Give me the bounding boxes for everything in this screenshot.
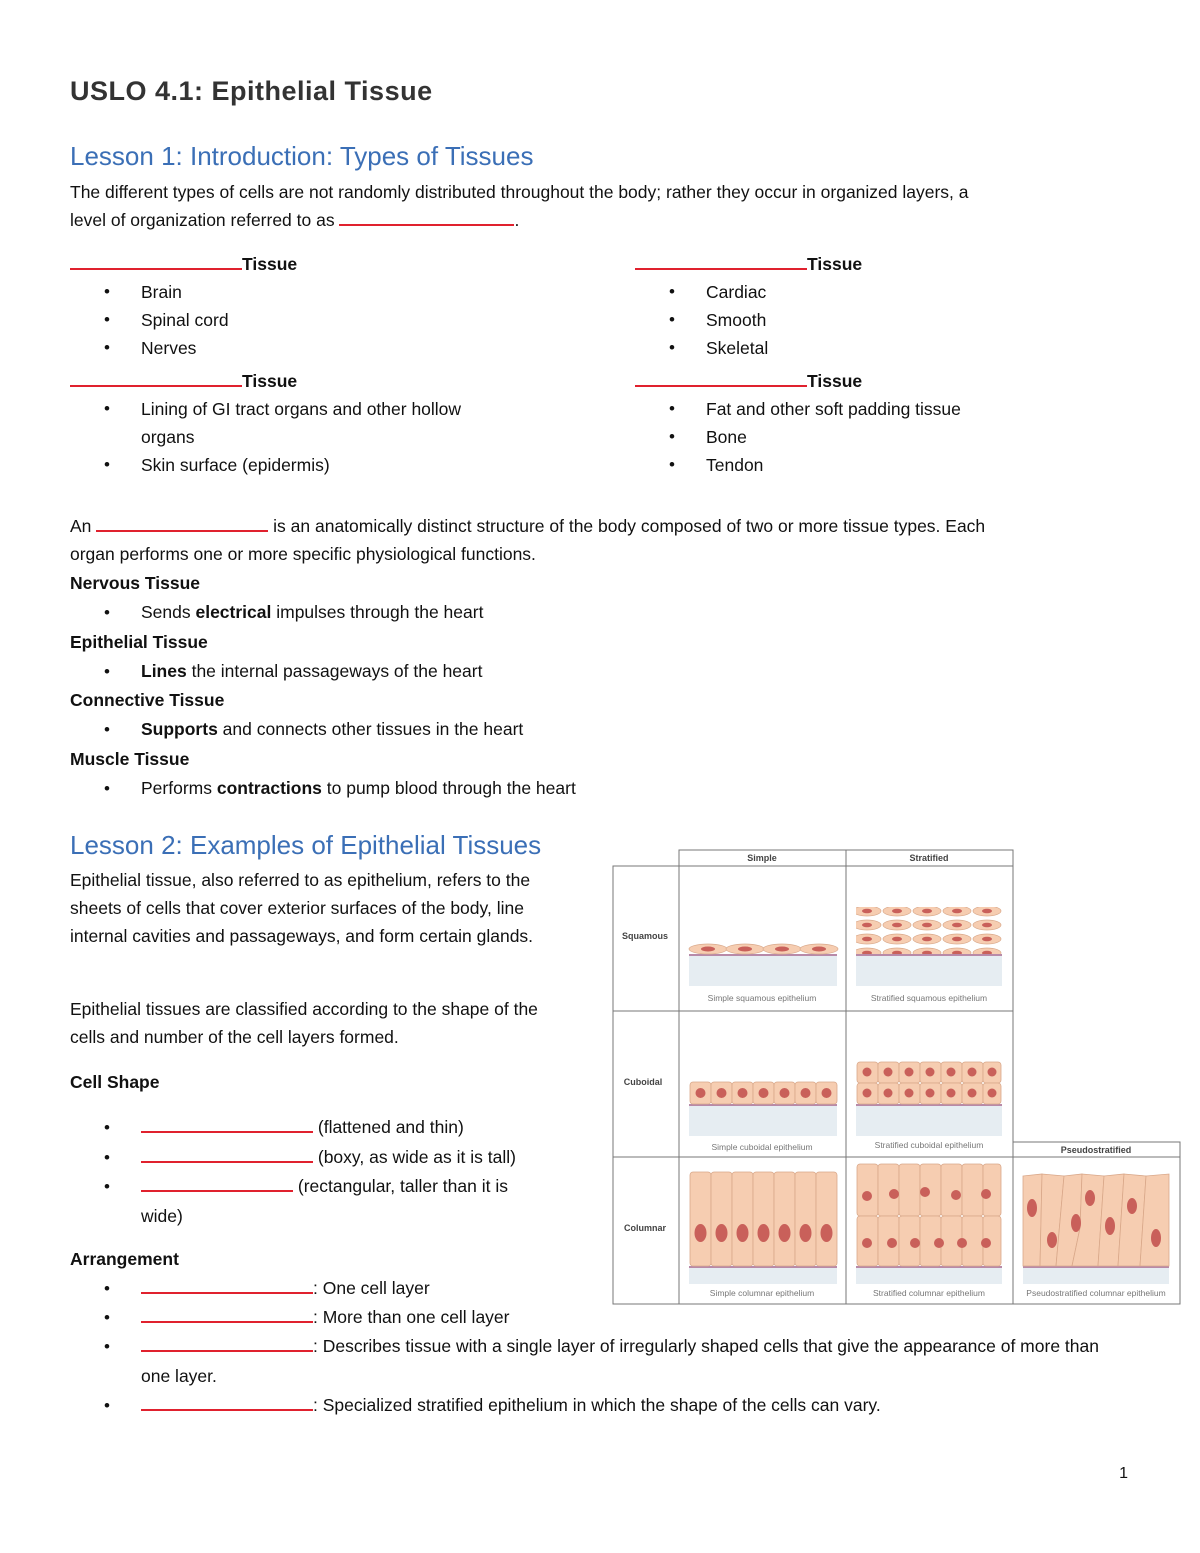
tissue-group-3-list xyxy=(70,395,510,479)
list-item xyxy=(70,1303,1130,1332)
tissue-group-2 xyxy=(635,250,1135,362)
list-item: • Brain xyxy=(70,278,570,306)
blank-organization-level[interactable] xyxy=(339,223,514,226)
tissue-word: Tissue xyxy=(807,371,863,391)
document-title: USLO 4.1: Epithelial Tissue xyxy=(70,76,433,106)
blank-tissue-2[interactable] xyxy=(635,267,807,270)
list-item xyxy=(70,1391,1130,1420)
heart-tissue-title: Epithelial Tissue xyxy=(70,631,208,652)
tissue-group-2-list xyxy=(635,278,1135,362)
blank-shape-1[interactable] xyxy=(141,1130,313,1133)
list-item xyxy=(70,1143,570,1173)
text-bold: electrical xyxy=(195,602,272,623)
page-number: 1 xyxy=(1119,1465,1128,1482)
blank-organ[interactable] xyxy=(96,529,268,532)
arrangement-desc: : Describes tissue with a single layer of irregularly shaped cells that give the appearance of more than one layer. xyxy=(141,1336,1099,1386)
blank-tissue-1[interactable] xyxy=(70,267,242,270)
list-item: • Lining of GI tract organs and other hollow organs xyxy=(70,395,510,451)
list-item xyxy=(70,1172,541,1231)
row-header-squamous: Squamous xyxy=(621,931,669,941)
organ-line-2: organ performs one or more specific physiological functions. xyxy=(70,544,536,564)
list-item: • Smooth xyxy=(635,306,1135,334)
epithelium-types-figure xyxy=(612,848,1182,1306)
list-item xyxy=(70,598,1130,627)
list-item: • Bone xyxy=(635,423,1135,451)
tissue-group-1 xyxy=(70,250,570,362)
heart-tissue-title: Connective Tissue xyxy=(70,690,225,711)
lesson2-para1: Epithelial tissue, also referred to as epithelium, refers to the sheets of cells that cover exterior surfaces of the body, line internal cavities and passageways, and form certain glands. xyxy=(70,870,534,946)
blank-shape-3[interactable] xyxy=(141,1189,293,1192)
blank-tissue-3[interactable] xyxy=(70,384,242,387)
shape-desc: (flattened and thin) xyxy=(317,1117,464,1137)
cell-shape-list xyxy=(70,1113,570,1231)
organ-paragraph xyxy=(70,512,1130,568)
tissue-word: Tissue xyxy=(807,254,863,274)
list-item xyxy=(70,1332,1130,1390)
caption-stratified-columnar: Stratified columnar epithelium xyxy=(873,1288,985,1298)
text: Performs xyxy=(141,778,217,799)
stratified-columnar-illustration xyxy=(856,1164,1002,1284)
lesson2-para2: Epithelial tissues are classified according to the shape of the cells and number of the cell layers formed. xyxy=(70,999,538,1047)
text-bold: Lines xyxy=(141,660,187,681)
col-header-pseudostratified: Pseudostratified xyxy=(1060,1145,1132,1155)
col-header-stratified: Stratified xyxy=(909,853,949,863)
caption-stratified-cuboidal: Stratified cuboidal epithelium xyxy=(874,1140,984,1150)
intro-line-2 xyxy=(70,206,1130,234)
list-item xyxy=(70,715,1130,744)
intro-line-1: The different types of cells are not randomly distributed throughout the body; rather they occur in organized layers, a xyxy=(70,182,969,202)
cell-shape-title: Cell Shape xyxy=(70,1072,160,1092)
list-item: • Skeletal xyxy=(635,334,1135,362)
lesson2-heading: Lesson 2: Examples of Epithelial Tissues xyxy=(70,830,542,860)
intro-text-2: level of organization referred to as xyxy=(70,210,335,230)
heart-tissue-list xyxy=(70,569,1130,803)
tissue-group-4-list xyxy=(635,395,1135,479)
arrangement-desc: : Specialized stratified epithelium in which the shape of the cells can vary. xyxy=(313,1394,881,1415)
tissue-group-3 xyxy=(70,367,570,479)
caption-simple-squamous: Simple squamous epithelium xyxy=(707,993,817,1003)
list-item xyxy=(70,1113,570,1143)
stratified-squamous-illustration xyxy=(856,907,1002,986)
shape-desc: (rectangular, taller than it is wide) xyxy=(141,1176,508,1226)
arrangement-desc: : More than one cell layer xyxy=(313,1307,510,1328)
heart-tissue-title: Nervous Tissue xyxy=(70,573,201,593)
tissue-group-4 xyxy=(635,367,1135,479)
organ-text-b: is an anatomically distinct structure of the body composed of two or more tissue types. Each xyxy=(273,516,986,536)
text: the internal passageways of the heart xyxy=(186,660,483,681)
organ-line-1 xyxy=(70,512,1130,540)
list-item: • Cardiac xyxy=(635,278,1135,306)
pseudostratified-columnar-illustration xyxy=(1023,1174,1169,1284)
blank-shape-2[interactable] xyxy=(141,1160,313,1163)
organ-text-a: An xyxy=(70,516,92,536)
caption-simple-cuboidal: Simple cuboidal epithelium xyxy=(711,1142,813,1152)
intro-period: . xyxy=(514,210,520,230)
heart-tissue-title: Muscle Tissue xyxy=(70,748,190,769)
caption-simple-columnar: Simple columnar epithelium xyxy=(709,1288,815,1298)
tissue-group-4-heading xyxy=(635,367,1135,395)
simple-squamous-illustration xyxy=(689,944,838,986)
list-item xyxy=(70,774,1130,803)
tissue-group-1-list xyxy=(70,278,570,362)
text-bold: contractions xyxy=(216,778,322,799)
blank-arrangement-2[interactable] xyxy=(141,1320,313,1323)
lesson1-intro xyxy=(70,178,1130,234)
list-item: • Nerves xyxy=(70,334,570,362)
row-header-columnar: Columnar xyxy=(623,1223,667,1233)
list-item: • Skin surface (epidermis) xyxy=(70,451,510,479)
tissue-group-3-heading xyxy=(70,367,570,395)
blank-tissue-4[interactable] xyxy=(635,384,807,387)
tissue-group-2-heading xyxy=(635,250,1135,278)
text: Sends xyxy=(141,602,196,623)
tissue-word: Tissue xyxy=(242,371,298,391)
lesson1-heading: Lesson 1: Introduction: Types of Tissues xyxy=(70,141,534,171)
text-bold: Supports xyxy=(141,719,218,740)
list-item xyxy=(70,657,1130,686)
list-item: • Spinal cord xyxy=(70,306,570,334)
blank-arrangement-1[interactable] xyxy=(141,1291,313,1294)
list-item: • Tendon xyxy=(635,451,1135,479)
text: to pump blood through the heart xyxy=(321,778,576,799)
stratified-cuboidal-illustration xyxy=(856,1062,1002,1136)
text: and connects other tissues in the heart xyxy=(217,719,524,740)
row-header-cuboidal: Cuboidal xyxy=(623,1077,663,1087)
col-header-simple: Simple xyxy=(747,853,777,863)
arrangement-desc: : One cell layer xyxy=(313,1278,430,1298)
simple-columnar-illustration xyxy=(689,1172,837,1284)
caption-pseudostratified-columnar: Pseudostratified columnar epithelium xyxy=(1026,1288,1166,1298)
tissue-group-1-heading xyxy=(70,250,570,278)
shape-desc: (boxy, as wide as it is tall) xyxy=(317,1146,516,1167)
list-item: • Fat and other soft padding tissue xyxy=(635,395,1135,423)
text: impulses through the heart xyxy=(271,602,484,623)
arrangement-title: Arrangement xyxy=(70,1249,179,1269)
caption-stratified-squamous: Stratified squamous epithelium xyxy=(870,993,988,1003)
simple-cuboidal-illustration xyxy=(689,1082,837,1136)
blank-arrangement-3[interactable] xyxy=(141,1349,313,1352)
blank-arrangement-4[interactable] xyxy=(141,1408,313,1411)
tissue-word: Tissue xyxy=(242,254,298,274)
